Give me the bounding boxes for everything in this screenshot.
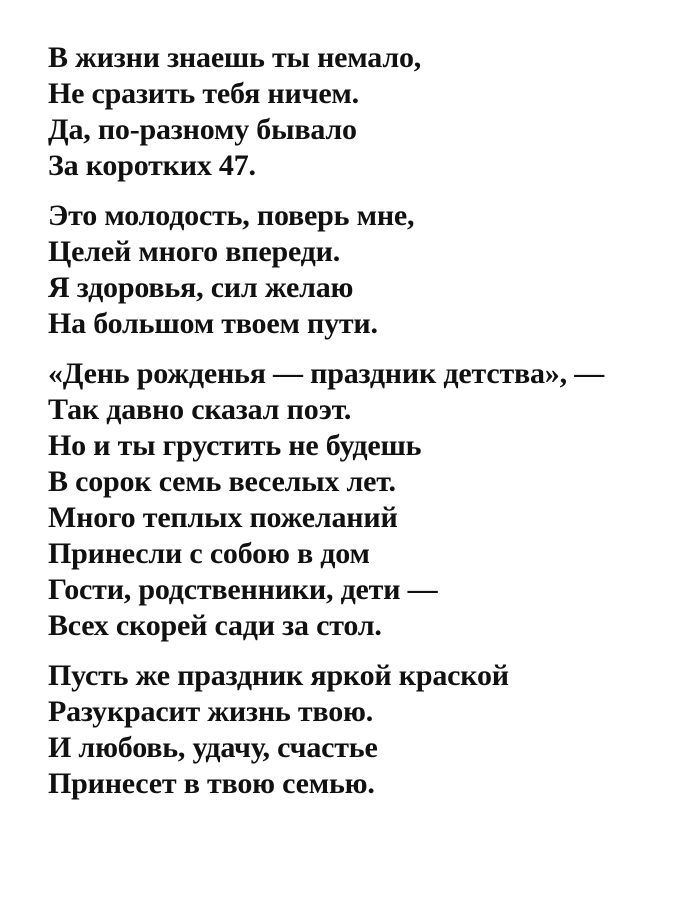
poem-line: И любовь, удачу, счастье (48, 731, 378, 764)
stanza-3 (48, 356, 668, 644)
poem-line: На большом твоем пути. (48, 307, 378, 340)
poem-line: В жизни знаешь ты немало, (48, 41, 422, 74)
poem-line: Я здоровья, сил желаю (48, 271, 354, 304)
poem (48, 40, 668, 802)
poem-line: Не сразить тебя ничем. (48, 77, 359, 110)
poem-line: Принесет в твою семью. (48, 767, 375, 800)
stanza-1 (48, 40, 668, 184)
poem-line: Гости, родственники, дети — (48, 573, 438, 606)
poem-line: «День рожденья — праздник детства», — (48, 357, 604, 390)
poem-line: Принесли с собою в дом (48, 537, 370, 570)
poem-line: Много теплых пожеланий (48, 501, 398, 534)
poem-line: Разукрасит жизнь твою. (48, 695, 374, 728)
poem-line: За коротких 47. (48, 149, 256, 182)
poem-line: Но и ты грустить не будешь (48, 429, 422, 462)
poem-line: Это молодость, поверь мне, (48, 199, 415, 232)
poem-line: Целей много впереди. (48, 235, 341, 268)
poem-line: Пусть же праздник яркой краской (48, 659, 509, 692)
stanza-4 (48, 658, 668, 802)
poem-line: Так давно сказал поэт. (48, 393, 352, 426)
poem-line: В сорок семь веселых лет. (48, 465, 396, 498)
poem-line: Всех скорей сади за стол. (48, 609, 382, 642)
poem-line: Да, по-разному бывало (48, 113, 357, 146)
stanza-2 (48, 198, 668, 342)
